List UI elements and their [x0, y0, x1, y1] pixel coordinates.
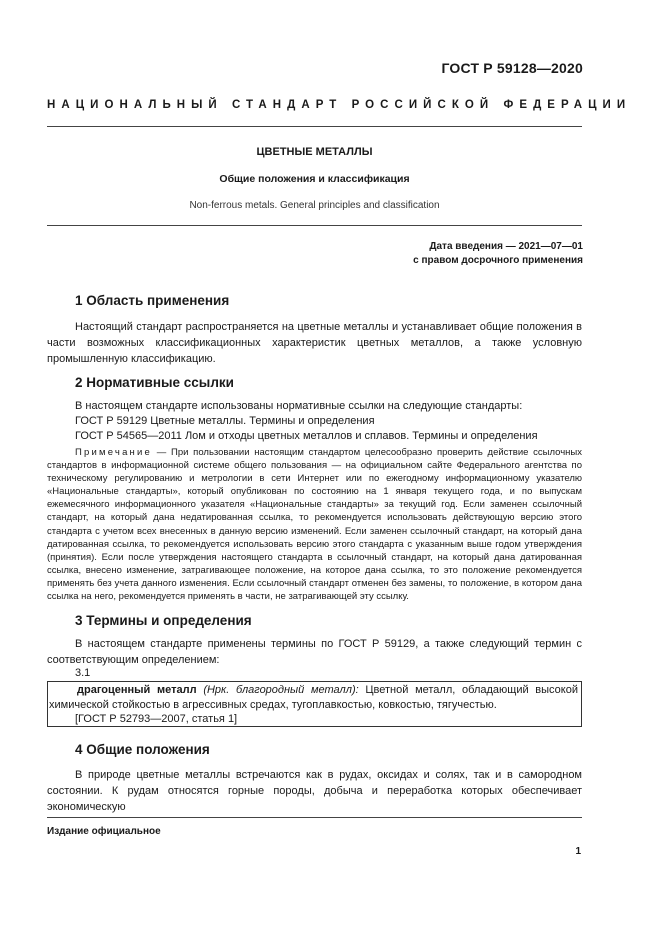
section-2-intro: В настоящем стандарте использованы нормативные ссылки на следующие стандарты:	[75, 400, 523, 412]
official-edition-label: Издание официальное	[47, 826, 161, 837]
section-1-text: Настоящий стандарт распространяется на цветные металлы и устанавливает общие положения в части возможных классификационных характеристик цветных металлов, а также условную промышленную классификацию.	[47, 321, 582, 365]
introduction-date: Дата введения — 2021—07—01	[429, 241, 583, 252]
page-number: 1	[575, 846, 581, 857]
note-label: Примечание	[75, 447, 152, 458]
term-name: драгоценный металл	[77, 684, 197, 696]
footer-divider	[47, 817, 582, 818]
section-2-note	[47, 446, 582, 603]
section-3-heading: 3 Термины и определения	[75, 613, 252, 628]
section-4-heading: 4 Общие положения	[75, 742, 210, 757]
reference-2: ГОСТ Р 54565—2011 Лом и отходы цветных металлов и сплавов. Термины и определения	[75, 430, 538, 442]
term-number: 3.1	[75, 667, 91, 679]
document-code: ГОСТ Р 59128—2020	[441, 60, 583, 76]
term-source: [ГОСТ Р 52793—2007, статья 1]	[75, 713, 238, 725]
section-3-intro: В настоящем стандарте применены термины по ГОСТ Р 59129, а также следующий термин с соответствующим определением:	[47, 638, 582, 666]
national-standard-banner: НАЦИОНАЛЬНЫЙ СТАНДАРТ РОССИЙСКОЙ ФЕДЕРАЦИИ	[47, 99, 632, 111]
term-definition	[47, 683, 578, 713]
early-application: с правом досрочного применения	[413, 255, 583, 266]
note-text: — При пользовании настоящим стандартом целесообразно проверить действие ссылочных стандартов в информационной системе общего пользования — на официальном сайте Федерального агентства по техническому регулированию и метрологии в сети Интернет или по ежегодному информационному указателю «Национальные стандарты», который опубликован по состоянию на 1 января текущего года, и по выпускам ежемесячного информационного указателя «Национальные стандарты» за текущий год. Если заменен ссылочный стандарт, на который дана недатированная ссылка, то рекомендуется использовать действующую версию этого стандарта с учетом всех внесенных в данную версию изменений. Если заменен ссылочный стандарт, на который дана датированная ссылка, то рекомендуется использовать версию этого стандарта с указанным выше годом утверждения (принятия). Если после утверждения настоящего стандарта в ссылочный стандарт, на который дана датированная ссылка, внесено изменение, затрагивающее положение, на которое дана ссылка, то это положение рекомендуется применять без учета данного изменения. Если ссылочный стандарт отменен без замены, то положение, в котором дана ссылка на него, рекомендуется применять в части, не затрагивающей эту ссылку.	[47, 447, 582, 603]
title-divider	[47, 225, 582, 226]
title-en: Non-ferrous metals. General principles and classification	[189, 200, 440, 211]
section-1-heading: 1 Область применения	[75, 293, 230, 308]
term-text: Цветной металл, обладающий высокой химической стойкостью в агрессивных средах, тугоплавкостью, ковкостью, тягучестью.	[49, 684, 578, 711]
section-2-heading: 2 Нормативные ссылки	[75, 375, 234, 390]
term-synonym: (Нрк. благородный металл):	[196, 684, 359, 696]
section-4-text: В природе цветные металлы встречаются как в рудах, оксидах и солях, так и в самородном состоянии. К рудам относятся горные породы, добыча и переработка которых обеспечивает экономическую	[47, 769, 582, 813]
title-ru-main: ЦВЕТНЫЕ МЕТАЛЛЫ	[256, 146, 373, 158]
reference-1: ГОСТ Р 59129 Цветные металлы. Термины и определения	[75, 415, 375, 427]
title-ru-sub: Общие положения и классификация	[219, 173, 410, 185]
header-divider	[47, 126, 582, 127]
